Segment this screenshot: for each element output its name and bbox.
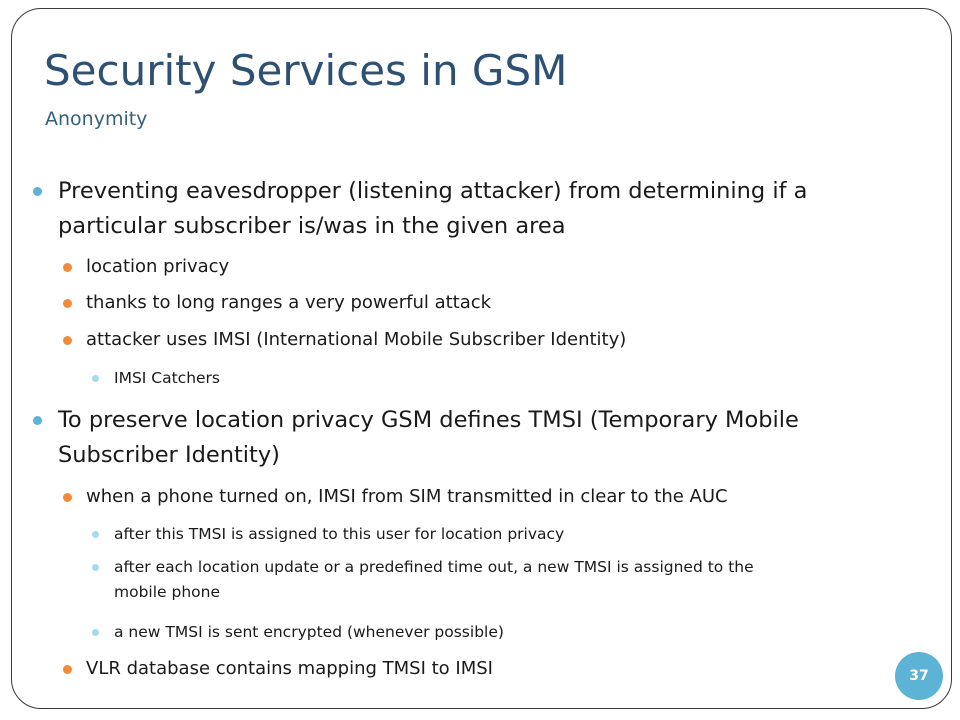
bullet-dot-icon [63, 665, 72, 674]
bullet-line: Subscriber Identity) [58, 442, 280, 468]
bullet-item [86, 254, 229, 280]
bullet-line: location privacy [86, 256, 230, 277]
bullet-item [114, 522, 564, 547]
bullet-line: To preserve location privacy GSM defines TMSI (Temporary Mobile [58, 407, 799, 433]
bullet-line: VLR database contains mapping TMSI to IMSI [86, 658, 493, 679]
bullet-item [58, 403, 799, 473]
bullet-item [58, 174, 807, 244]
bullet-line: when a phone turned on, IMSI from SIM transmitted in clear to the AUC [86, 486, 728, 507]
bullet-dot-icon [33, 187, 42, 196]
bullet-dot-icon [92, 629, 99, 636]
bullet-item [86, 327, 626, 353]
bullet-dot-icon [63, 299, 72, 308]
bullet-dot-icon [63, 263, 72, 272]
bullet-dot-icon [92, 375, 99, 382]
slide-title: Security Services in GSM [44, 46, 568, 95]
bullet-line: after each location update or a predefined time out, a new TMSI is assigned to the [114, 558, 754, 576]
bullet-dot-icon [92, 564, 99, 571]
bullet-item [114, 366, 220, 391]
bullet-dot-icon [63, 336, 72, 345]
bullet-item [86, 290, 491, 316]
bullet-line: IMSI Catchers [114, 369, 221, 387]
bullet-line: thanks to long ranges a very powerful attack [86, 292, 492, 313]
bullet-item [114, 555, 754, 605]
bullet-line: Preventing eavesdropper (listening attacker) from determining if a [58, 178, 808, 204]
bullet-item [114, 620, 504, 645]
bullet-line: a new TMSI is sent encrypted (whenever possible) [114, 623, 504, 641]
bullet-item [86, 656, 493, 682]
bullet-item [86, 484, 728, 510]
bullet-dot-icon [63, 493, 72, 502]
slide-subtitle: Anonymity [45, 108, 148, 130]
bullet-line: mobile phone [114, 583, 221, 601]
page-number-badge: 37 [895, 652, 943, 700]
bullet-line: particular subscriber is/was in the given area [58, 213, 566, 239]
bullet-line: attacker uses IMSI (International Mobile Subscriber Identity) [86, 329, 627, 350]
bullet-line: after this TMSI is assigned to this user for location privacy [114, 525, 565, 543]
bullet-dot-icon [33, 416, 42, 425]
bullet-dot-icon [92, 531, 99, 538]
